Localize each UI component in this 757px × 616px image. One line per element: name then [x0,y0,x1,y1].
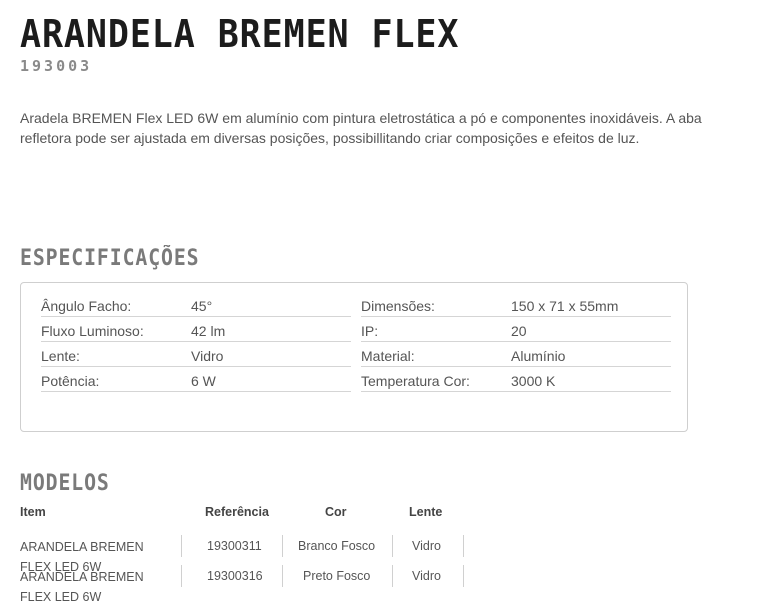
spec-label: Lente: [41,348,80,364]
spec-row [41,368,351,392]
model-lens: Vidro [412,539,441,553]
spec-value: Alumínio [511,348,566,364]
spec-row [361,368,671,392]
column-divider [181,535,182,557]
model-color: Branco Fosco [298,539,376,553]
spec-value: 20 [511,323,527,339]
model-reference: 19300316 [207,569,263,583]
spec-label: IP: [361,323,379,339]
specs-right-column [361,293,671,393]
column-divider [463,565,464,587]
model-lens: Vidro [412,569,441,583]
table-row [20,567,480,604]
specs-box [20,282,688,432]
column-divider [392,535,393,557]
spec-row [41,318,351,342]
spec-value: 6 W [191,373,216,389]
spec-label: Potência: [41,373,100,389]
spec-label: Fluxo Luminoso: [41,323,144,339]
column-divider [392,565,393,587]
specs-left-column [41,293,351,393]
models-heading: MODELOS [20,471,110,496]
spec-row [41,343,351,367]
column-divider [282,535,283,557]
spec-value: 150 x 71 x 55mm [511,298,619,314]
spec-row [41,293,351,317]
model-reference: 19300311 [207,539,262,553]
spec-row [361,343,671,367]
table-row [20,537,480,574]
product-code: 193003 [20,57,93,75]
spec-label: Temperatura Cor: [361,373,470,389]
column-divider [463,535,464,557]
model-item-name: ARANDELA BREMEN FLEX LED 6W [20,570,144,604]
spec-value: 45° [191,298,213,314]
spec-label: Ângulo Facho: [41,298,132,314]
product-title: ARANDELA BREMEN FLEX [20,12,460,56]
column-header-cor: Cor [325,505,347,519]
spec-value: Vidro [191,348,224,364]
spec-value: 42 lm [191,323,226,339]
spec-label: Dimensões: [361,298,435,314]
spec-value: 3000 K [511,373,556,389]
model-item-name: ARANDELA BREMEN FLEX LED 6W [20,540,144,574]
column-header-item: Item [20,505,46,519]
column-divider [282,565,283,587]
column-divider [181,565,182,587]
spec-label: Material: [361,348,415,364]
spec-row [361,293,671,317]
column-header-referencia: Referência [205,505,269,519]
product-description: Aradela BREMEN Flex LED 6W em alumínio com pintura eletrostática a pó e componentes inoxidáveis. A aba refletora pode ser ajustada em diversas posições, possibillitando criar composições e efeitos de luz. [20,110,702,146]
model-color: Preto Fosco [303,569,371,583]
spec-row [361,318,671,342]
specs-heading: ESPECIFICAÇÕES [20,246,200,271]
column-header-lente: Lente [409,505,443,519]
